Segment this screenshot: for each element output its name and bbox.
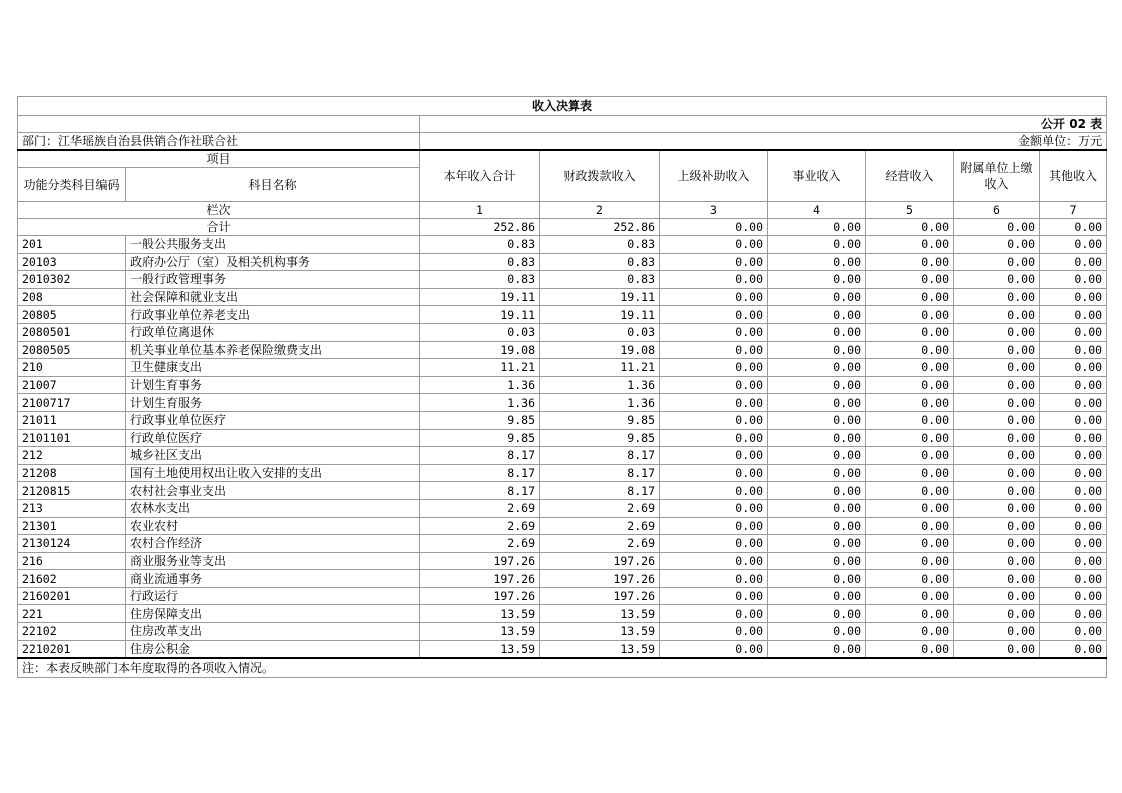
header-col-4: 事业收入: [768, 150, 866, 202]
index-number: 7: [1040, 202, 1107, 219]
row-value: 0.83: [420, 271, 540, 289]
row-value: 0.03: [540, 323, 660, 341]
row-value: 0.00: [768, 288, 866, 306]
row-value: 19.11: [540, 306, 660, 324]
row-value: 0.00: [768, 605, 866, 623]
row-value: 0.00: [768, 447, 866, 465]
row-subject-name: 政府办公厅（室）及相关机构事务: [126, 253, 420, 271]
row-value: 0.00: [866, 587, 954, 605]
row-value: 0.00: [866, 640, 954, 658]
row-value: 0.00: [866, 271, 954, 289]
row-value: 0.00: [954, 482, 1040, 500]
row-value: 0.00: [954, 359, 1040, 377]
row-value: 0.00: [768, 640, 866, 658]
row-value: 0.00: [954, 587, 1040, 605]
table-row: [18, 447, 1107, 465]
row-value: 0.83: [540, 253, 660, 271]
table-row: [18, 535, 1107, 553]
row-value: 0.00: [1040, 411, 1107, 429]
row-subject-name: 机关事业单位基本养老保险缴费支出: [126, 341, 420, 359]
total-value: 0.00: [954, 219, 1040, 236]
row-subject-name: 行政运行: [126, 587, 420, 605]
row-code: 2080501: [18, 323, 126, 341]
row-value: 0.00: [768, 517, 866, 535]
row-value: 0.03: [420, 323, 540, 341]
row-value: 0.00: [660, 570, 768, 588]
row-value: 0.00: [768, 552, 866, 570]
index-number: 3: [660, 202, 768, 219]
row-code: 21007: [18, 376, 126, 394]
row-value: 8.17: [420, 447, 540, 465]
row-value: 197.26: [540, 570, 660, 588]
row-subject-name: 行政事业单位养老支出: [126, 306, 420, 324]
row-value: 0.00: [660, 288, 768, 306]
row-value: 0.00: [954, 306, 1040, 324]
row-value: 0.00: [866, 623, 954, 641]
row-value: 0.00: [1040, 552, 1107, 570]
row-value: 0.00: [1040, 341, 1107, 359]
row-value: 1.36: [540, 376, 660, 394]
table-row: [18, 587, 1107, 605]
row-value: 19.11: [420, 288, 540, 306]
row-value: 0.00: [768, 570, 866, 588]
header-col-7: 其他收入: [1040, 150, 1107, 202]
row-value: 0.00: [866, 447, 954, 465]
row-value: 2.69: [420, 499, 540, 517]
row-value: 0.00: [768, 499, 866, 517]
row-code: 21301: [18, 517, 126, 535]
row-value: 0.00: [768, 306, 866, 324]
row-value: 11.21: [420, 359, 540, 377]
row-subject-name: 农业农村: [126, 517, 420, 535]
row-value: 0.00: [954, 271, 1040, 289]
row-code: 2210201: [18, 640, 126, 658]
row-value: 0.00: [768, 271, 866, 289]
row-value: 1.36: [540, 394, 660, 412]
row-value: 0.00: [954, 640, 1040, 658]
row-subject-name: 行政单位离退休: [126, 323, 420, 341]
row-value: 13.59: [540, 623, 660, 641]
row-value: 19.11: [540, 288, 660, 306]
row-value: 0.00: [1040, 306, 1107, 324]
row-subject-name: 住房公积金: [126, 640, 420, 658]
row-value: 0.00: [954, 517, 1040, 535]
row-value: 2.69: [540, 499, 660, 517]
row-value: 0.00: [660, 411, 768, 429]
table-row: [18, 499, 1107, 517]
row-value: 0.00: [866, 605, 954, 623]
row-value: 0.00: [660, 623, 768, 641]
row-value: 0.00: [954, 570, 1040, 588]
row-code: 208: [18, 288, 126, 306]
table-row: [18, 341, 1107, 359]
row-value: 2.69: [540, 535, 660, 553]
table-row: [18, 271, 1107, 289]
row-value: 0.00: [866, 535, 954, 553]
table-row: [18, 323, 1107, 341]
row-value: 0.00: [954, 411, 1040, 429]
row-value: 0.00: [866, 482, 954, 500]
row-value: 19.11: [420, 306, 540, 324]
row-value: 0.00: [866, 552, 954, 570]
table-row: [18, 411, 1107, 429]
row-value: 0.00: [660, 587, 768, 605]
row-value: 197.26: [420, 587, 540, 605]
row-value: 0.00: [954, 447, 1040, 465]
row-code: 20805: [18, 306, 126, 324]
row-code: 212: [18, 447, 126, 465]
row-value: 0.83: [540, 271, 660, 289]
row-value: 0.00: [1040, 623, 1107, 641]
row-value: 0.00: [1040, 376, 1107, 394]
row-value: 0.00: [1040, 271, 1107, 289]
row-value: 0.00: [866, 306, 954, 324]
row-value: 11.21: [540, 359, 660, 377]
row-value: 0.00: [866, 517, 954, 535]
row-value: 0.83: [420, 236, 540, 254]
row-value: 0.00: [660, 447, 768, 465]
row-value: 9.85: [540, 429, 660, 447]
row-value: 0.00: [954, 253, 1040, 271]
unit-label: 金额单位：万元: [420, 133, 1107, 151]
row-value: 0.00: [768, 253, 866, 271]
row-value: 0.00: [954, 623, 1040, 641]
row-value: 0.00: [660, 236, 768, 254]
row-code: 21208: [18, 464, 126, 482]
row-value: 0.00: [954, 464, 1040, 482]
meta-left-blank: [18, 116, 420, 133]
row-value: 0.00: [660, 359, 768, 377]
income-table: [17, 96, 1107, 678]
index-row-label: 栏次: [18, 202, 420, 219]
form-number: 公开 02 表: [420, 116, 1107, 133]
row-value: 197.26: [420, 552, 540, 570]
total-value: 0.00: [866, 219, 954, 236]
department-label: 部门：江华瑶族自治县供销合作社联合社: [18, 133, 420, 151]
row-value: 0.00: [1040, 447, 1107, 465]
row-code: 201: [18, 236, 126, 254]
table-row: [18, 253, 1107, 271]
row-value: 0.00: [866, 253, 954, 271]
row-value: 19.08: [540, 341, 660, 359]
row-value: 0.00: [954, 236, 1040, 254]
row-value: 0.00: [954, 323, 1040, 341]
row-value: 0.00: [954, 535, 1040, 553]
row-subject-name: 住房改革支出: [126, 623, 420, 641]
row-value: 0.00: [1040, 499, 1107, 517]
row-value: 8.17: [540, 482, 660, 500]
row-value: 13.59: [420, 605, 540, 623]
row-subject-name: 国有土地使用权出让收入安排的支出: [126, 464, 420, 482]
income-statement-sheet: [17, 96, 1106, 678]
row-subject-name: 农村合作经济: [126, 535, 420, 553]
row-value: 0.00: [660, 552, 768, 570]
table-title: 收入决算表: [18, 97, 1107, 116]
row-code: 2130124: [18, 535, 126, 553]
row-code: 210: [18, 359, 126, 377]
table-row: [18, 359, 1107, 377]
row-value: 0.00: [660, 323, 768, 341]
row-value: 0.00: [866, 394, 954, 412]
table-row: [18, 306, 1107, 324]
row-value: 0.00: [1040, 236, 1107, 254]
row-value: 0.00: [954, 341, 1040, 359]
index-number: 4: [768, 202, 866, 219]
row-value: 0.00: [954, 429, 1040, 447]
row-subject-name: 农村社会事业支出: [126, 482, 420, 500]
row-value: 0.00: [768, 535, 866, 553]
table-row: [18, 376, 1107, 394]
index-number: 6: [954, 202, 1040, 219]
total-value: 252.86: [540, 219, 660, 236]
header-col-6: 附属单位上缴收入: [954, 150, 1040, 202]
row-value: 0.00: [1040, 535, 1107, 553]
table-row: [18, 429, 1107, 447]
row-value: 13.59: [420, 623, 540, 641]
row-value: 0.00: [660, 376, 768, 394]
row-subject-name: 住房保障支出: [126, 605, 420, 623]
table-row: [18, 464, 1107, 482]
row-value: 0.00: [866, 341, 954, 359]
row-value: 0.00: [1040, 517, 1107, 535]
row-value: 9.85: [540, 411, 660, 429]
row-subject-name: 商业流通事务: [126, 570, 420, 588]
row-value: 0.00: [1040, 605, 1107, 623]
row-value: 0.00: [954, 376, 1040, 394]
row-code: 2160201: [18, 587, 126, 605]
row-value: 0.00: [866, 359, 954, 377]
row-value: 0.00: [768, 429, 866, 447]
row-subject-name: 商业服务业等支出: [126, 552, 420, 570]
index-number: 5: [866, 202, 954, 219]
row-value: 0.00: [660, 253, 768, 271]
row-value: 0.00: [768, 411, 866, 429]
table-row: [18, 570, 1107, 588]
row-value: 8.17: [420, 482, 540, 500]
row-value: 0.00: [768, 359, 866, 377]
row-value: 0.00: [866, 376, 954, 394]
row-code: 2101101: [18, 429, 126, 447]
row-value: 0.00: [660, 482, 768, 500]
row-value: 197.26: [540, 587, 660, 605]
row-value: 0.00: [1040, 253, 1107, 271]
row-value: 0.00: [660, 464, 768, 482]
row-value: 0.00: [660, 429, 768, 447]
row-value: 2.69: [540, 517, 660, 535]
row-value: 0.00: [768, 323, 866, 341]
row-value: 0.00: [660, 640, 768, 658]
row-value: 0.00: [1040, 640, 1107, 658]
row-subject-name: 计划生育事务: [126, 376, 420, 394]
row-value: 8.17: [420, 464, 540, 482]
row-value: 0.00: [866, 411, 954, 429]
row-value: 0.00: [660, 605, 768, 623]
row-value: 0.00: [1040, 394, 1107, 412]
row-subject-name: 行政事业单位医疗: [126, 411, 420, 429]
row-value: 0.00: [768, 482, 866, 500]
row-subject-name: 卫生健康支出: [126, 359, 420, 377]
row-value: 1.36: [420, 376, 540, 394]
row-value: 2.69: [420, 517, 540, 535]
header-subject-name: 科目名称: [126, 168, 420, 202]
row-value: 0.00: [1040, 482, 1107, 500]
row-value: 0.00: [1040, 323, 1107, 341]
row-value: 2.69: [420, 535, 540, 553]
table-row: [18, 288, 1107, 306]
row-value: 0.00: [954, 605, 1040, 623]
row-value: 0.00: [866, 570, 954, 588]
index-number: 1: [420, 202, 540, 219]
row-value: 0.00: [1040, 288, 1107, 306]
table-row: [18, 394, 1107, 412]
row-subject-name: 计划生育服务: [126, 394, 420, 412]
row-value: 9.85: [420, 411, 540, 429]
row-value: 0.00: [1040, 464, 1107, 482]
row-subject-name: 农林水支出: [126, 499, 420, 517]
row-subject-name: 一般行政管理事务: [126, 271, 420, 289]
row-value: 197.26: [540, 552, 660, 570]
row-code: 2120815: [18, 482, 126, 500]
row-code: 2080505: [18, 341, 126, 359]
row-code: 2100717: [18, 394, 126, 412]
table-row: [18, 482, 1107, 500]
row-value: 0.83: [420, 253, 540, 271]
row-value: 0.00: [660, 517, 768, 535]
table-row: [18, 517, 1107, 535]
table-row: [18, 552, 1107, 570]
table-row: [18, 640, 1107, 658]
row-value: 0.00: [768, 341, 866, 359]
row-value: 0.00: [954, 499, 1040, 517]
row-value: 0.00: [866, 464, 954, 482]
row-value: 0.00: [866, 429, 954, 447]
index-number: 2: [540, 202, 660, 219]
total-value: 252.86: [420, 219, 540, 236]
row-value: 0.83: [540, 236, 660, 254]
row-value: 0.00: [866, 323, 954, 341]
table-row: [18, 236, 1107, 254]
row-subject-name: 社会保障和就业支出: [126, 288, 420, 306]
total-value: 0.00: [1040, 219, 1107, 236]
row-value: 1.36: [420, 394, 540, 412]
row-value: 8.17: [540, 447, 660, 465]
row-value: 19.08: [420, 341, 540, 359]
row-value: 0.00: [768, 394, 866, 412]
row-code: 216: [18, 552, 126, 570]
row-value: 0.00: [660, 341, 768, 359]
row-code: 221: [18, 605, 126, 623]
header-col-2: 财政拨款收入: [540, 150, 660, 202]
row-value: 0.00: [768, 376, 866, 394]
row-value: 197.26: [420, 570, 540, 588]
row-value: 0.00: [768, 587, 866, 605]
table-row: [18, 623, 1107, 641]
row-value: 13.59: [540, 605, 660, 623]
row-value: 8.17: [540, 464, 660, 482]
row-value: 0.00: [1040, 359, 1107, 377]
row-value: 0.00: [866, 236, 954, 254]
data-rows: [18, 236, 1107, 659]
row-value: 0.00: [954, 288, 1040, 306]
row-code: 21011: [18, 411, 126, 429]
header-item: 项目: [18, 150, 420, 168]
row-value: 0.00: [660, 535, 768, 553]
row-value: 0.00: [660, 271, 768, 289]
header-col-5: 经营收入: [866, 150, 954, 202]
total-value: 0.00: [768, 219, 866, 236]
row-value: 0.00: [660, 394, 768, 412]
row-code: 21602: [18, 570, 126, 588]
row-code: 2010302: [18, 271, 126, 289]
row-value: 0.00: [660, 306, 768, 324]
row-subject-name: 城乡社区支出: [126, 447, 420, 465]
total-value: 0.00: [660, 219, 768, 236]
row-value: 0.00: [660, 499, 768, 517]
row-code: 213: [18, 499, 126, 517]
header-col-1: 本年收入合计: [420, 150, 540, 202]
row-value: 0.00: [768, 236, 866, 254]
row-value: 0.00: [1040, 570, 1107, 588]
row-value: 0.00: [866, 288, 954, 306]
row-value: 0.00: [954, 394, 1040, 412]
row-value: 0.00: [866, 499, 954, 517]
row-subject-name: 行政单位医疗: [126, 429, 420, 447]
row-value: 0.00: [954, 552, 1040, 570]
header-func-code: 功能分类科目编码: [18, 168, 126, 202]
table-row: [18, 605, 1107, 623]
row-subject-name: 一般公共服务支出: [126, 236, 420, 254]
row-value: 0.00: [768, 623, 866, 641]
row-code: 20103: [18, 253, 126, 271]
row-value: 0.00: [1040, 587, 1107, 605]
total-row-label: 合计: [18, 219, 420, 236]
row-value: 0.00: [1040, 429, 1107, 447]
footnote: 注：本表反映部门本年度取得的各项收入情况。: [18, 658, 1107, 678]
row-value: 13.59: [420, 640, 540, 658]
row-value: 9.85: [420, 429, 540, 447]
row-code: 22102: [18, 623, 126, 641]
header-col-3: 上级补助收入: [660, 150, 768, 202]
row-value: 0.00: [768, 464, 866, 482]
row-value: 13.59: [540, 640, 660, 658]
